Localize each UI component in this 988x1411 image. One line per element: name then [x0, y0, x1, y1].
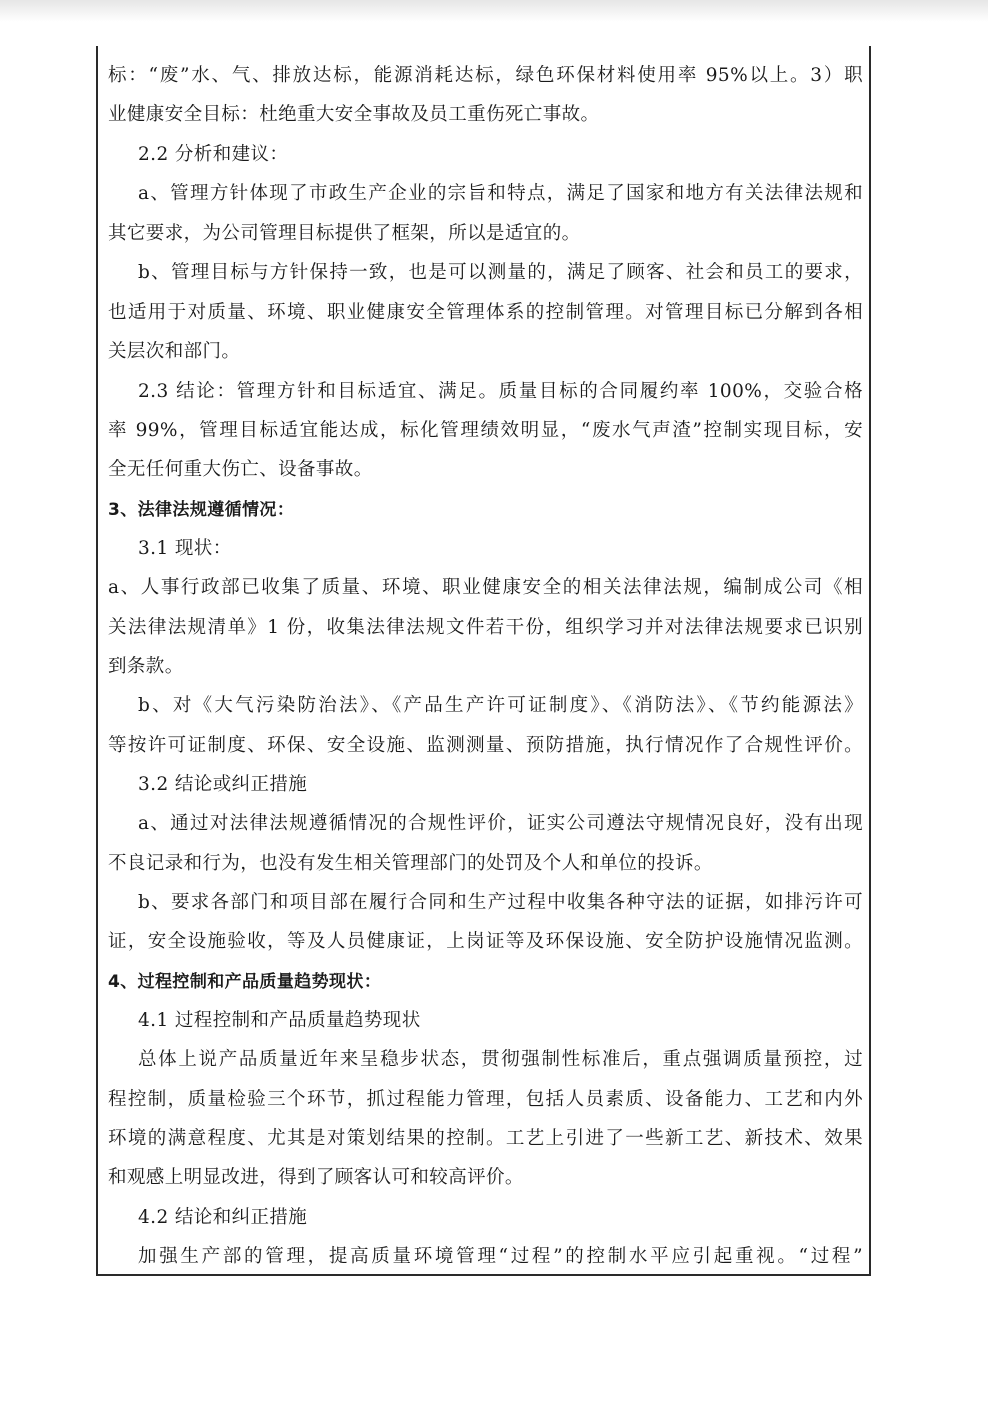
text-line: 全无任何重大伤亡、设备事故。 [108, 459, 373, 480]
text-line: 关层次和部门。 [108, 341, 241, 362]
scan-shadow [0, 0, 988, 22]
text-line: 标：“废”水、气、排放达标，能源消耗达标，绿色环保材料使用率 95%以上。3）职 [108, 65, 863, 86]
text-line: b、管理目标与方针保持一致，也是可以测量的，满足了顾客、社会和员工的要求， [138, 262, 863, 283]
text-line: 环境的满意程度、尤其是对策划结果的控制。工艺上引进了一些新工艺、新技术、效果 [108, 1128, 863, 1149]
text-line: a、通过对法律法规遵循情况的合规性评价，证实公司遵法守规情况良好，没有出现 [138, 813, 863, 834]
text-line: 率 99%，管理目标适宜能达成，标化管理绩效明显，“废水气声渣”控制实现目标，安 [108, 420, 863, 441]
section-heading: 4、过程控制和产品质量趋势现状： [108, 972, 382, 992]
text-line: 和观感上明显改进，得到了顾客认可和较高评价。 [108, 1167, 524, 1188]
text-line: a、人事行政部已收集了质量、环境、职业健康安全的相关法律法规，编制成公司《相 [108, 577, 863, 598]
text-line: 2.2 分析和建议： [138, 144, 289, 165]
text-line: 也适用于对质量、环境、职业健康安全管理体系的控制管理。对管理目标已分解到各相 [108, 302, 863, 323]
text-line: 到条款。 [108, 656, 184, 677]
text-line: 4.2 结论和纠正措施 [138, 1207, 308, 1228]
section-heading: 3、法律法规遵循情况： [108, 500, 295, 520]
text-line: b、要求各部门和项目部在履行合同和生产过程中收集各种守法的证据，如排污许可 [138, 892, 863, 913]
text-line: 证，安全设施验收，等及人员健康证，上岗证等及环保设施、安全防护设施情况监测。 [108, 931, 863, 952]
text-line: 4.1 过程控制和产品质量趋势现状 [138, 1010, 421, 1031]
text-line: a、管理方针体现了市政生产企业的宗旨和特点，满足了国家和地方有关法律法规和 [138, 183, 863, 204]
text-line: 其它要求，为公司管理目标提供了框架，所以是适宜的。 [108, 223, 581, 244]
text-line: 3.1 现状： [138, 538, 232, 559]
text-line: 程控制，质量检验三个环节，抓过程能力管理，包括人员素质、设备能力、工艺和内外 [108, 1089, 863, 1110]
text-line: 业健康安全目标：杜绝重大安全事故及员工重伤死亡事故。 [108, 104, 600, 125]
text-line: 不良记录和行为，也没有发生相关管理部门的处罚及个人和单位的投诉。 [108, 853, 713, 874]
text-line: b、对《大气污染防治法》、《产品生产许可证制度》、《消防法》、《节约能源法》 [138, 695, 863, 716]
text-line: 加强生产部的管理，提高质量环境管理“过程”的控制水平应引起重视。“过程” [138, 1246, 863, 1267]
text-line: 等按许可证制度、环保、安全设施、监测测量、预防措施，执行情况作了合规性评价。 [108, 735, 863, 756]
text-line: 关法律法规清单》1 份，收集法律法规文件若干份，组织学习并对法律法规要求已识别 [108, 617, 863, 638]
text-line: 3.2 结论或纠正措施 [138, 774, 308, 795]
text-line: 总体上说产品质量近年来呈稳步状态，贯彻强制性标准后，重点强调质量预控，过 [138, 1049, 863, 1070]
text-line: 2.3 结论：管理方针和目标适宜、满足。质量目标的合同履约率 100%，交验合格 [138, 381, 863, 402]
